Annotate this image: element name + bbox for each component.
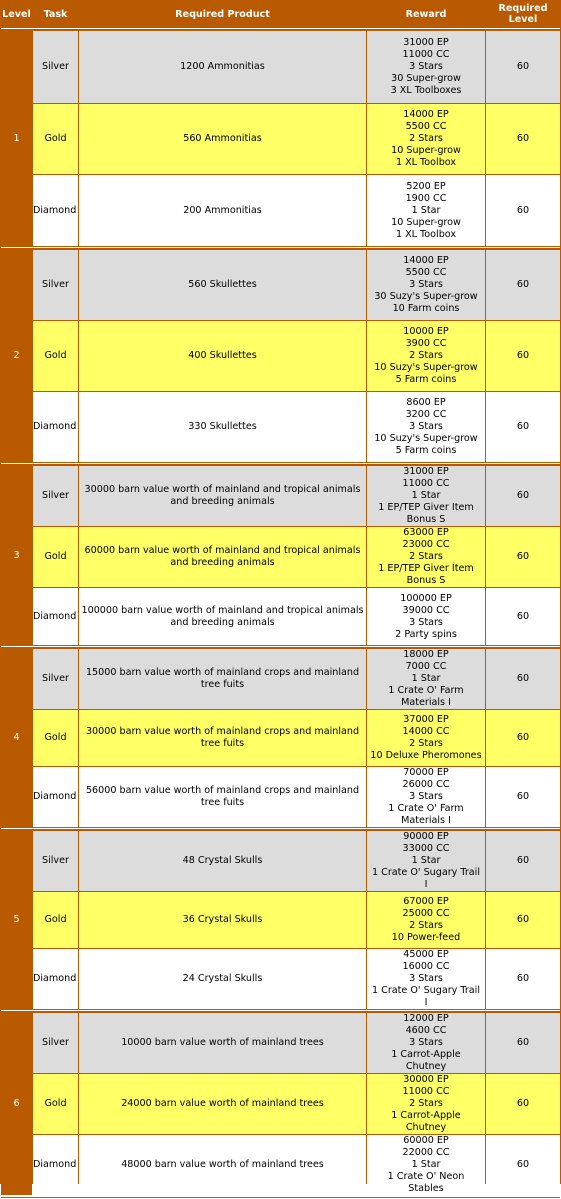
reward-line: 30 Suzy's Super-grow [374,291,478,302]
header-required-level-line2: Level [508,14,538,25]
level-cell: 1 [1,31,32,246]
task-cell: Gold [33,892,78,948]
reward-line: 3900 CC [405,338,447,349]
required-level-cell: 60 [486,767,560,827]
reward-line: 3 Stars [409,421,443,432]
reward-line: 2 Stars [409,1098,443,1109]
reward-line: 2 Party spins [395,628,457,640]
table-row [1,1135,560,1195]
reward-line: Materials I [401,697,451,708]
reward-line: 10 Farm coins [392,303,460,314]
product-cell: 60000 barn value worth of mainland and tropical animals and breeding animals [79,527,366,587]
reward-line: 10 Deluxe Pheromones [370,750,482,761]
reward-line: 2 Stars [409,920,443,931]
reward-line: 10 Suzy's Super-grow [374,433,478,444]
reward-line: 2 Stars [409,133,443,144]
reward-cell [367,31,485,103]
reward-cell [367,710,485,766]
task-cell: Gold [33,104,78,174]
product-cell: 400 Skullettes [79,321,366,391]
header-level: Level [1,1,32,27]
reward-line: 3 Stars [409,1037,443,1048]
table-row [1,892,560,948]
reward-line: 3 Stars [409,616,443,628]
reward-line: 5 Farm coins [395,445,457,456]
product-cell: 30000 barn value worth of mainland crops and mainland tree fuits [79,710,366,766]
reward-line: 63000 EP [403,527,449,538]
level-separator-cell [1,28,560,30]
reward-line: 67000 EP [403,896,449,907]
task-cell: Diamond [33,392,78,462]
reward-line: 70000 EP [403,767,449,778]
reward-line: Chutney [405,1122,447,1133]
reward-line: 1 Star [411,490,441,501]
reward-line: I [424,879,428,890]
reward-cell [367,1013,485,1073]
required-level-cell: 60 [486,710,560,766]
reward-line: 22000 CC [402,1147,450,1158]
required-level-cell: 60 [486,1013,560,1073]
reward-cell [367,892,485,948]
table-row [1,392,560,462]
reward-line: Bonus S [406,575,446,586]
reward-line: 39000 CC [402,604,450,616]
product-cell: 1200 Ammonitias [79,31,366,103]
reward-line: 10000 EP [403,326,449,337]
level-cell: 3 [1,466,32,645]
reward-line: 10 Super-grow [391,145,461,156]
reward-line: 10 Suzy's Super-grow [374,362,478,373]
reward-line: 1 Crate O' Farm [388,685,464,696]
task-cell: Silver [33,831,78,891]
reward-line: 100000 EP [400,592,452,604]
reward-line: Stables [408,1183,444,1194]
task-cell: Gold [33,710,78,766]
level-separator-cell [1,463,560,465]
reward-line: 1 XL Toolbox [395,157,457,168]
reward-line: 45000 EP [403,949,449,960]
reward-line: 1 Star [411,1159,441,1170]
reward-line: 2 Stars [409,551,443,562]
table-row [1,588,560,645]
reward-line: 60000 EP [403,1135,449,1146]
required-level-cell: 60 [486,250,560,320]
required-level-cell: 60 [486,949,560,1009]
product-cell: 56000 barn value worth of mainland crops and mainland tree fuits [79,767,366,827]
task-cell: Silver [33,250,78,320]
required-level-cell: 60 [486,527,560,587]
reward-line: Materials I [401,815,451,826]
reward-cell [367,175,485,246]
reward-line: I [424,997,428,1008]
reward-cell [367,767,485,827]
header-row [1,1,560,27]
header-required-level [486,1,560,27]
product-cell: 100000 barn value worth of mainland and tropical animals and breeding animals [79,588,366,645]
task-cell: Silver [33,649,78,709]
product-cell: 24 Crystal Skulls [79,949,366,1009]
reward-line: 1 Crate O' Sugary Trail [371,867,481,878]
task-cell: Diamond [33,588,78,645]
required-level-cell: 60 [486,1074,560,1134]
reward-line: 31000 EP [403,37,449,48]
reward-line: 14000 EP [403,109,449,120]
table-row [1,649,560,709]
reward-line: 1 Carrot-Apple [391,1110,461,1121]
reward-cell [367,649,485,709]
header-required-level-line1: Required [498,3,548,14]
table-row [1,1013,560,1073]
product-cell: 24000 barn value worth of mainland trees [79,1074,366,1134]
header-task: Task [33,1,78,27]
level-cell: 5 [1,831,32,1009]
reward-line: 1 EP/TEP Giver Item [378,563,474,574]
reward-line: 1 Crate O' Sugary Trail [371,985,481,996]
table-footer-cell [1,1196,560,1198]
reward-line: 1 EP/TEP Giver Item [378,502,474,513]
table-row [1,527,560,587]
reward-line: 1 XL Toolbox [395,228,457,240]
level-cell: 4 [1,649,32,827]
level-separator [1,247,560,249]
reward-line: 2 Stars [409,350,443,361]
table-row [1,1074,560,1134]
required-level-cell: 60 [486,1135,560,1195]
task-cell: Gold [33,527,78,587]
table-row [1,250,560,320]
reward-line: 30000 EP [403,1074,449,1085]
reward-line: Chutney [405,1061,447,1072]
product-cell: 15000 barn value worth of mainland crops and mainland tree fuits [79,649,366,709]
reward-line: 5500 CC [405,267,447,278]
level-separator-cell [1,1010,560,1012]
product-cell: 200 Ammonitias [79,175,366,246]
task-cell: Gold [33,1074,78,1134]
level-separator [1,646,560,648]
product-cell: 48 Crystal Skulls [79,831,366,891]
level-cell: 6 [1,1013,32,1195]
reward-line: 1 Crate O' Farm [388,803,464,814]
reward-cell [367,104,485,174]
reward-line: 11000 CC [402,49,450,60]
reward-cell [367,588,485,645]
level-separator-cell [1,247,560,249]
task-cell: Silver [33,1013,78,1073]
table-row [1,710,560,766]
reward-line: 5500 CC [405,121,447,132]
reward-line: 1 Crate O' Neon [387,1171,465,1182]
header-product: Required Product [79,1,366,27]
reward-line: 23000 CC [402,539,450,550]
reward-line: 1 Star [411,855,441,866]
table-body [1,28,560,1198]
reward-line: 8600 EP [406,397,446,408]
reward-line: 33000 CC [402,843,450,854]
table-row [1,949,560,1009]
reward-line: 3 Stars [409,279,443,290]
product-cell: 10000 barn value worth of mainland trees [79,1013,366,1073]
required-level-cell: 60 [486,31,560,103]
level-separator [1,828,560,830]
table-row [1,175,560,246]
reward-line: 16000 CC [402,961,450,972]
reward-cell [367,250,485,320]
reward-line: 3 Stars [409,61,443,72]
table-row [1,767,560,827]
product-cell: 48000 barn value worth of mainland trees [79,1135,366,1195]
reward-line: 12000 EP [403,1013,449,1024]
reward-cell [367,321,485,391]
task-cell: Silver [33,466,78,526]
reward-line: 2 Stars [409,738,443,749]
required-level-cell: 60 [486,466,560,526]
reward-line: 1 Star [411,673,441,684]
reward-line: 4600 CC [405,1025,447,1036]
reward-cell [367,949,485,1009]
table-footer-band [1,1196,560,1198]
reward-line: 10 Super-grow [391,216,461,228]
header-reward: Reward [367,1,485,27]
task-cell: Silver [33,31,78,103]
level-separator-cell [1,828,560,830]
task-cell: Diamond [33,767,78,827]
reward-cell [367,1135,485,1195]
reward-line: 30 Super-grow [391,73,461,84]
reward-cell [367,527,485,587]
reward-line: 7000 CC [405,661,447,672]
level-separator-cell [1,646,560,648]
product-cell: 560 Skullettes [79,250,366,320]
reward-line: 5200 EP [406,180,446,192]
reward-line: 26000 CC [402,779,450,790]
reward-line: 11000 CC [402,478,450,489]
reward-line: 10 Power-feed [391,932,461,943]
table-row [1,321,560,391]
product-cell: 560 Ammonitias [79,104,366,174]
product-cell: 30000 barn value worth of mainland and tropical animals and breeding animals [79,466,366,526]
required-level-cell: 60 [486,392,560,462]
table-row [1,466,560,526]
required-level-cell: 60 [486,588,560,645]
reward-line: 3 Stars [409,973,443,984]
level-separator [1,28,560,30]
reward-cell [367,1074,485,1134]
task-cell: Diamond [33,949,78,1009]
required-level-cell: 60 [486,104,560,174]
task-cell: Diamond [33,1135,78,1195]
task-cell: Gold [33,321,78,391]
reward-line: 1 Star [411,204,441,216]
table-row [1,104,560,174]
reward-cell [367,831,485,891]
reward-line: 37000 EP [403,714,449,725]
reward-line: 31000 EP [403,466,449,477]
required-level-cell: 60 [486,831,560,891]
required-level-cell: 60 [486,175,560,246]
reward-cell [367,392,485,462]
reward-line: 90000 EP [403,831,449,842]
reward-line: 5 Farm coins [395,374,457,385]
required-level-cell: 60 [486,892,560,948]
reward-line: 11000 CC [402,1086,450,1097]
reward-line: 3 Stars [409,791,443,802]
table-row [1,831,560,891]
reward-cell [367,466,485,526]
required-level-cell: 60 [486,321,560,391]
level-cell: 2 [1,250,32,462]
reward-line: 3 XL Toolboxes [390,85,462,96]
reward-line: 18000 EP [403,649,449,660]
level-separator [1,1010,560,1012]
reward-line: 14000 CC [402,726,450,737]
required-level-cell: 60 [486,649,560,709]
task-cell: Diamond [33,175,78,246]
reward-line: 3200 CC [405,409,447,420]
reward-line: Bonus S [406,514,446,525]
reward-line: 1900 CC [405,192,447,204]
reward-line: 25000 CC [402,908,450,919]
table-row [1,31,560,103]
product-cell: 36 Crystal Skulls [79,892,366,948]
reward-line: 14000 EP [403,255,449,266]
product-cell: 330 Skullettes [79,392,366,462]
reward-line: 1 Carrot-Apple [391,1049,461,1060]
level-separator [1,463,560,465]
